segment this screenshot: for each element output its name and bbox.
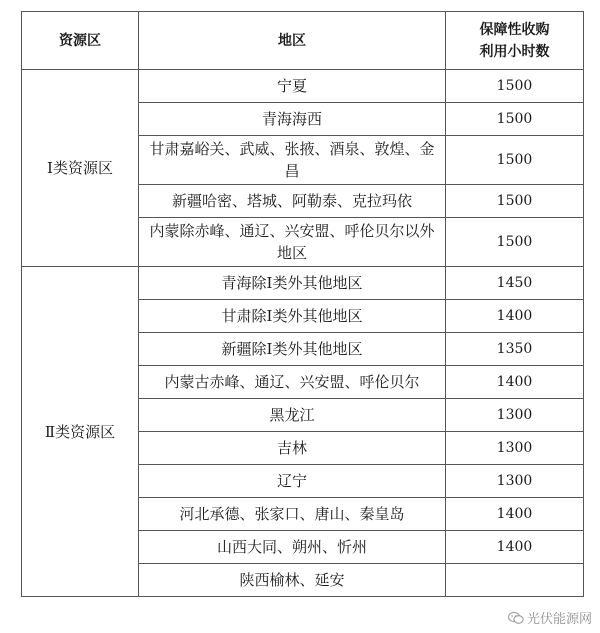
region-cell: 河北承德、张家口、唐山、秦皇岛	[139, 498, 446, 531]
hours-header-line1: 保障性收购	[479, 21, 550, 38]
region-cell: 黑龙江	[139, 399, 446, 432]
zone-cell-zone-1: Ⅰ类资源区	[22, 70, 139, 267]
region-cell: 甘肃嘉峪关、武威、张掖、酒泉、敦煌、金昌	[139, 136, 446, 185]
hours-cell: 1500	[446, 136, 584, 185]
region-cell: 青海海西	[139, 103, 446, 136]
region-cell: 吉林	[139, 432, 446, 465]
region-cell: 山西大同、朔州、忻州	[139, 531, 446, 564]
zone-cell-zone-2: Ⅱ类资源区	[22, 267, 139, 597]
region-cell: 新疆除Ⅰ类外其他地区	[139, 333, 446, 366]
hours-header-line2: 利用小时数	[479, 43, 550, 60]
region-cell: 辽宁	[139, 465, 446, 498]
region-cell: 青海除Ⅰ类外其他地区	[139, 267, 446, 300]
table-row	[22, 70, 584, 103]
region-header: 地区	[139, 12, 446, 70]
hours-cell: 1450	[446, 267, 584, 300]
hours-cell: 1400	[446, 366, 584, 399]
hours-cell: 1300	[446, 465, 584, 498]
region-cell: 甘肃除Ⅰ类外其他地区	[139, 300, 446, 333]
hours-cell: 1500	[446, 218, 584, 267]
watermark-text: 光伏能源网	[526, 612, 592, 627]
region-cell: 新疆哈密、塔城、阿勒泰、克拉玛依	[139, 185, 446, 218]
table-header-row	[22, 12, 584, 70]
region-cell: 内蒙古赤峰、通辽、兴安盟、呼伦贝尔	[139, 366, 446, 399]
region-cell: 宁夏	[139, 70, 446, 103]
resource-zone-table	[21, 11, 584, 597]
hours-cell: 1400	[446, 300, 584, 333]
hours-header	[446, 12, 584, 70]
hours-cell: 1500	[446, 70, 584, 103]
hours-cell: 1500	[446, 185, 584, 218]
hours-cell: 1500	[446, 103, 584, 136]
hours-cell: 1300	[446, 432, 584, 465]
hours-cell: 1400	[446, 498, 584, 531]
hours-cell: 1350	[446, 333, 584, 366]
wechat-icon	[508, 611, 524, 625]
hours-cell: 1300	[446, 399, 584, 432]
hours-cell: 1400	[446, 531, 584, 564]
zone-header: 资源区	[22, 12, 139, 70]
table-row	[22, 267, 584, 300]
hours-cell	[446, 564, 584, 597]
region-cell: 陕西榆林、延安	[139, 564, 446, 597]
region-cell: 内蒙除赤峰、通辽、兴安盟、呼伦贝尔以外地区	[139, 218, 446, 267]
watermark	[508, 608, 592, 627]
